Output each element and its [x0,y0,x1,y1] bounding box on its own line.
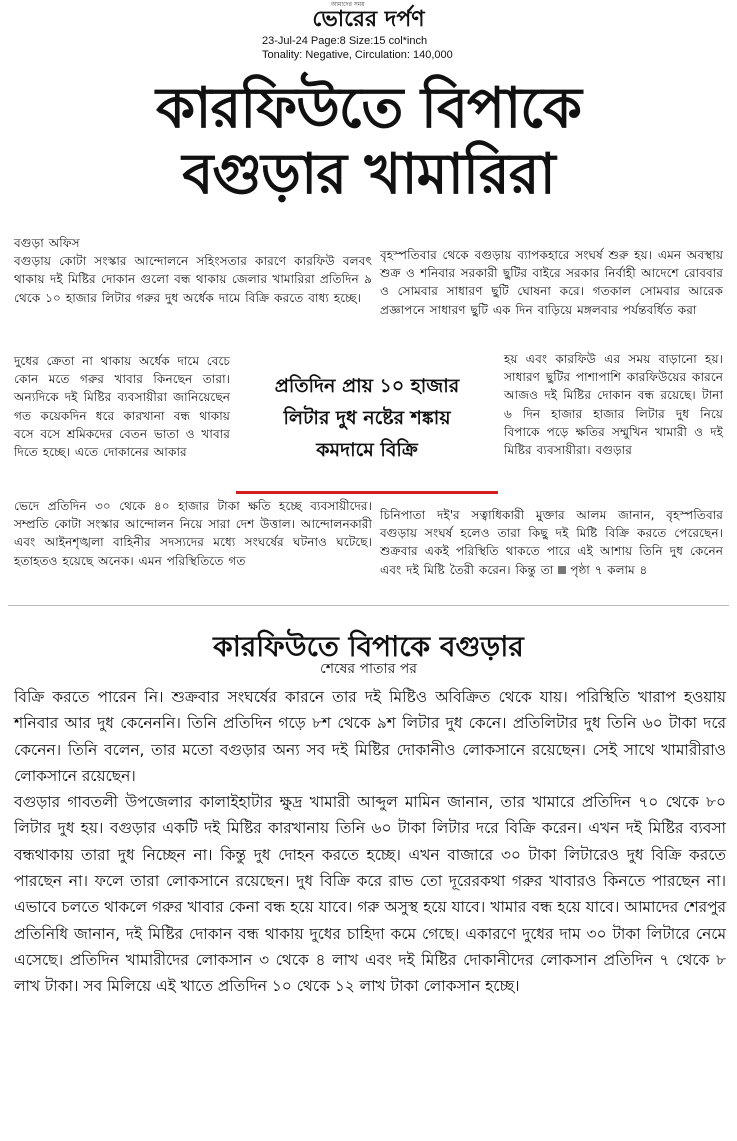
logo-tagline: আমাদের সময় [331,1,365,8]
clip-meta [262,34,502,62]
pull-quote-line-2: লিটার দুধ নষ্টের শঙ্কায় [283,407,451,429]
meta-date-page: 23-Jul-24 Page:8 Size:15 col*inch [262,35,428,47]
section-divider [8,605,729,606]
continuation-body [14,684,726,1000]
article-right-bottom-text: চিনিপাতা দই'র সত্বাধিকারী মুক্তার আলম জানান, বৃহস্পতিবার বগুড়ায় সংঘর্ষ হলেও তারা কিছু দই মিষ্টি বিক্রি করতে পেরেছেন। শুক্রবার একই পরিস্থিতি থাকতে পারে এই আশায় তিনি দুধ কেনেন এবং দই মিষ্টি তৈরী করেন। কিন্তু তা [380,508,723,577]
article-right-top: বৃহস্পতিবার থেকে বগুড়ায় ব্যাপকহারে সংঘর্ষ শুরু হয়। এমন অবস্থায় শুক্র ও শনিবার সরকারী ছুটির বাইরে সরকার নির্বাহী আদেশে রোববার ও সোমবার সাধারণ ছুটি ঘোষনা করে। গতকাল সোমবার আরেক প্রজ্ঞাপনে সাধারণ ছুটি এক দিন বাড়িয়ে মঙ্গলবার পর্যন্তবর্ধিত করা [380,248,723,317]
article-right-narrow: হয় এবং কারফিউ এর সময় বাড়ানো হয়। সাধারণ ছুটির পাশাপাশি কারফিউয়ের কারনে আজও দই মিষ্টির দোকান বন্ধ রয়েছে। টানা ৬ দিন হাজার হাজার লিটার দুধ নিয়ে বিপাকে পড়ে ক্ষতির সম্মুখিন খামারী ও দই মিষ্টির ব্যবসায়ীরা। বগুড়ার [504,352,723,458]
article-right-bottom [380,506,723,579]
article-left-bottom: ভেদে প্রতিদিন ৩০ থেকে ৪০ হাজার টাকা ক্ষতি হচ্ছে ব্যবসায়ীদের। সম্প্রতি কোটা সংস্কার আন্দোলন নিয়ে সারা দেশ উত্তাল। আন্দোলনকারী এবং আইনশৃঙ্খলা বাহিনীর সদস্যদের মধ্যে সংঘর্ষের ঘটনাও ঘটেছে। হতাহতও হয়েছে অনেক। এমন পরিস্থিতিতে গত [14,499,372,568]
pull-quote-line-3: কমদামে বিক্রি [316,439,418,461]
continuation-paragraph-1: বিক্রি করতে পারেন নি। শুক্রবার সংঘর্ষের কারনে তার দই মিষ্টিও অবিক্রিত থেকে যায়। পরিস্থিতি খারাপ হওয়ায় শনিবার আর দুধ কেনেননি। তিনি প্রতিদিন গড়ে ৮শ থেকে ৯শ লিটার দুধ কেনে। প্রতিলিটার দুধ তিনি ৬০ টাকা দরে কেনেন। তিনি বলেন, তার মতো বগুড়ার অন্য সব দই মিষ্টির দোকানীও লোকসানে রয়েছেন। সেই সাথে খামারীরাও লোকসানে রয়েছেন। [14,688,726,785]
pull-quote [237,370,497,466]
continuation-headline: কারফিউতে বিপাকে বগুড়ার [213,630,524,663]
jump-reference [558,563,647,577]
article-left-intro: বগুড়া অফিস বগুড়ায় কোটা সংস্কার আন্দোলনে সহিংসতার কারণে কারফিউ বলবৎ থাকায় দই মিষ্টির দোকান গুলো বন্ধ থাকায় জেলার খামারিরা প্রতিদিন ৯ থেকে ১০ হাজার লিটার গরুর দুধ অর্ধেক দামে বিক্রি করতে বাধ্য হচ্ছে। [14,236,372,305]
pull-quote-line-1: প্রতিদিন প্রায় ১০ হাজার [274,375,460,397]
pull-quote-rule [236,491,498,494]
meta-tonality: Tonality: Negative, Circulation: 140,000 [262,49,453,61]
headline-line-2: বগুড়ার খামারিরা [182,141,555,207]
headline-line-1: কারফিউতে বিপাকে [156,75,581,141]
continuation-kicker: শেষের পাতার পর [320,661,417,677]
square-bullet-icon [558,566,566,574]
continuation-paragraph-2: বগুড়ার গাবতলী উপজেলার কালাইহাটার ক্ষুদ্র খামারী আব্দুল মামিন জানান, তার খামারে প্রতিদিন ৭০ থেকে ৮০ লিটার দুধ হয়। বগুড়ার একটি দই মিষ্টির কারখানায় তিনি ৬০ টাকা লিটার দরে বিক্রি করেন। এখন দই মিষ্টির ব্যবসা বন্ধথাকায় তারা দুধ নিচ্ছেন না। কিন্তু দুধ দোহন করতে হচ্ছে। এখন বাজারে ৩০ টাকা লিটারেও দুধ বিক্রি করতে পারছেন না। ফলে তারা লোকসানে রয়েছেন। দুধ বিক্রি করে রাভ তো দূরেরকথা গরুর খাবারও কিনতে পারছেন না। এভাবে চলতে থাকলে গরুর খাবার কেনা বন্ধ হয়ে যাবে। গরু অসুস্থ হয়ে যাবে। খামার বন্ধ হয়ে যাবে। আমাদের শেরপুর প্রতিনিধি জানান, দই মিষ্টির দোকান বন্ধ থাকায় দুধের চাহিদা কমে গেছে। একারণে দুধের দাম ৩০ টাকা লিটারে নেমে এসেছে। প্রতিদিন খামারীদের লোকসান ৩ থেকে ৪ লাখ এবং দই মিষ্টির দোকানীদের লোকসান প্রতিদিন ৭ থেকে ৮ লাখ টাকা। সব মিলিয়ে এই খাতে প্রতিদিন ১০ থেকে ১২ লাখ টাকা লোকসান হচ্ছে। [14,793,726,996]
logo-text: ভোরের দর্পণ [312,6,425,32]
headline [10,75,727,207]
jump-label: পৃষ্ঠা ৭ কলাম ৪ [570,562,648,577]
article-left-narrow: দুধের ক্রেতা না থাকায় অর্ধেক দামে বেচে কোন মতে গরুর খাবার কিনছেন তারা। অন্যদিকে দই মিষ্টির ব্যবসায়ীরা জানিয়েছেন গত কয়েকদিন ধরে কারখানা বন্ধ থাকায় বসে বসে শ্রমিকদের বেতন ভাতা ও খাবার দিতে হচ্ছে। এতে দোকানের আকার [14,354,230,460]
